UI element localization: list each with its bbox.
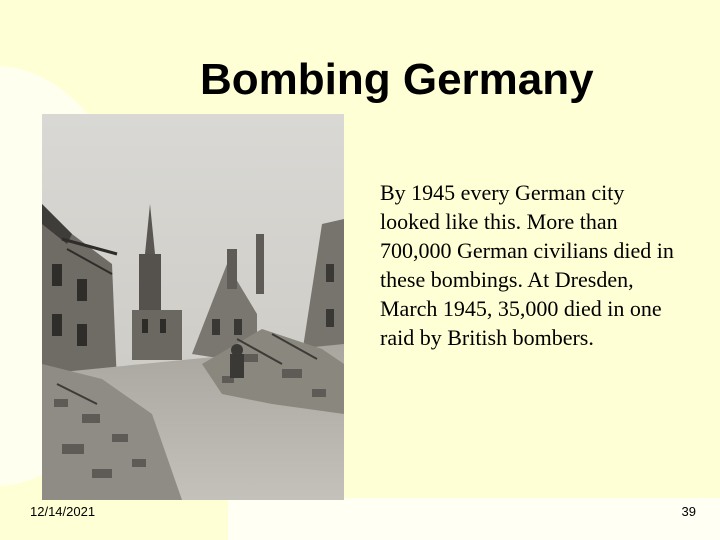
slide-title: Bombing Germany — [200, 55, 594, 104]
slide-body-text: By 1945 every German city looked like this. More than 700,000 German civilians died in these bombings. At Dresden, March 1945, 35,000 died in one raid by British bombers. — [380, 180, 674, 350]
footer-date: 12/14/2021 — [30, 504, 96, 519]
ruins-illustration — [42, 114, 344, 500]
slide-number: 39 — [681, 504, 696, 519]
footer-strip-decoration — [228, 498, 720, 540]
bombed-city-photo — [42, 114, 344, 500]
